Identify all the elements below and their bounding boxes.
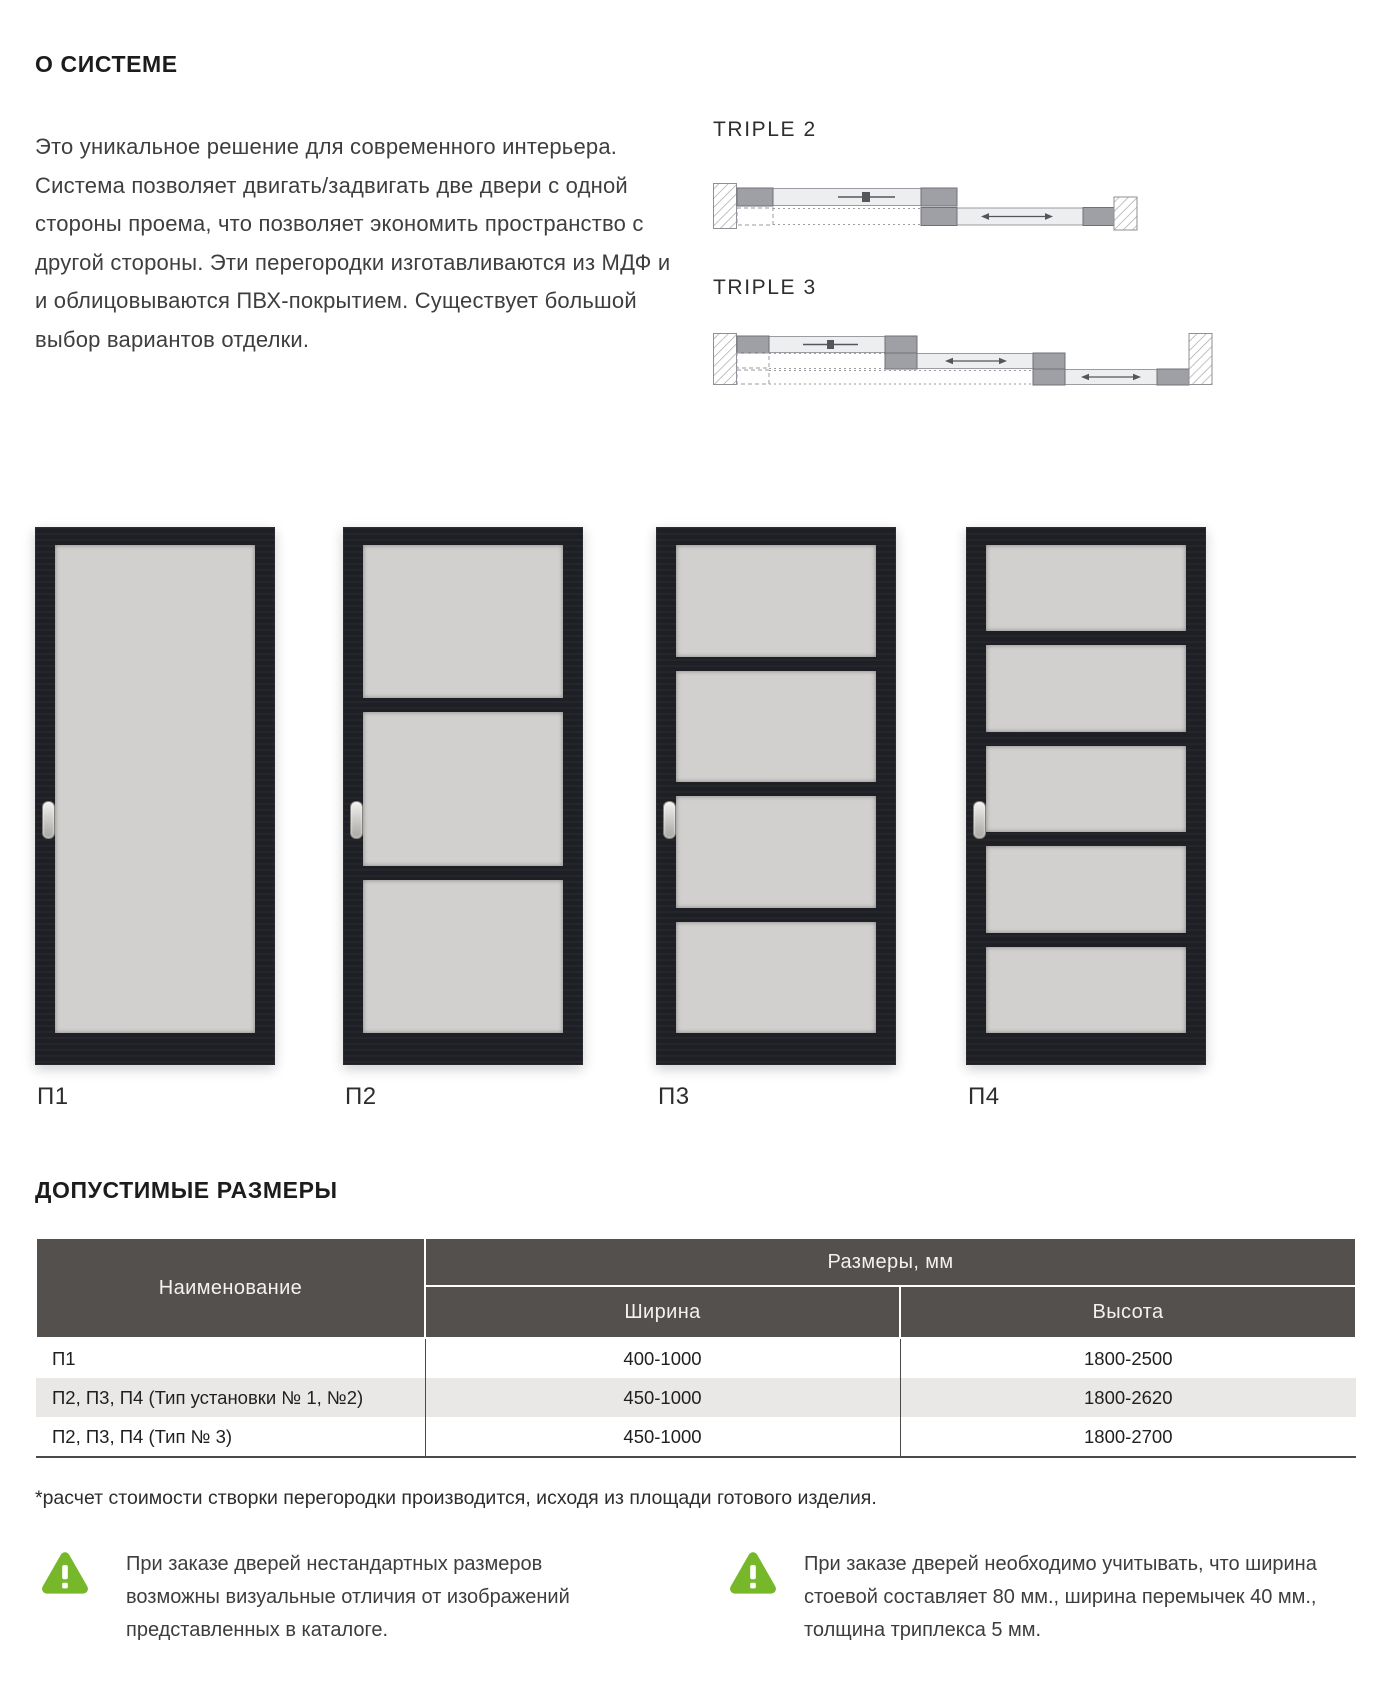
about-title: О СИСТЕМЕ (35, 51, 178, 78)
table-footnote: *расчет стоимости створки перегородки производится, исходя из площади готового изделия. (35, 1487, 877, 1509)
warning-icon (728, 1551, 778, 1597)
glass-pane (55, 545, 255, 1033)
table-row (36, 1417, 1356, 1457)
row-height: 1800-2500 (900, 1338, 1356, 1378)
row-width: 450-1000 (425, 1378, 900, 1417)
col-header-height: Высота (900, 1286, 1356, 1338)
glass-pane (986, 746, 1186, 832)
glass-pane (676, 796, 876, 908)
glass-pane (986, 947, 1186, 1033)
row-height: 1800-2620 (900, 1378, 1356, 1417)
glass-pane (363, 712, 563, 865)
col-header-sizes: Размеры, мм (425, 1238, 1356, 1286)
col-header-width: Ширина (425, 1286, 900, 1338)
warning-text: При заказе дверей нестандартных размеров возможны визуальные отличия от изображений представленных в каталоге. (126, 1553, 570, 1641)
glass-pane (986, 545, 1186, 631)
glass-pane (986, 846, 1186, 932)
door-handle-icon (42, 801, 55, 839)
door-p3 (656, 527, 896, 1065)
triple-3-label: TRIPLE 3 (713, 276, 817, 299)
row-name: П2, П3, П4 (Тип № 3) (36, 1417, 425, 1457)
door-p3-label: П3 (658, 1083, 690, 1110)
table-row (36, 1378, 1356, 1417)
row-width: 400-1000 (425, 1338, 900, 1378)
glass-pane (676, 545, 876, 657)
glass-pane (676, 922, 876, 1034)
warning-note (728, 1548, 1353, 1647)
door-p1 (35, 527, 275, 1065)
warning-text: При заказе дверей необходимо учитывать, что ширина стоевой составляет 80 мм., ширина перемычек 40 мм., толщина триплекса 5 мм. (804, 1553, 1317, 1641)
door-p1-glass (55, 545, 255, 1033)
glass-pane (363, 545, 563, 698)
triple-3-diagram (713, 330, 1213, 388)
glass-pane (676, 671, 876, 783)
row-height: 1800-2700 (900, 1417, 1356, 1457)
glass-pane (363, 880, 563, 1033)
about-paragraph: Это уникальное решение для современного интерьера. Система позволяет двигать/задвигать две двери с одной стороны проема, что позволяет экономить пространство с другой стороны. Эти перегородки изготавливаются из МДФ и и облицовываются ПВХ-покрытием. Существует большой выбор вариантов отделки. (35, 134, 671, 352)
door-p4-label: П4 (968, 1083, 1000, 1110)
sizes-title: ДОПУСТИМЫЕ РАЗМЕРЫ (35, 1177, 338, 1204)
sizes-table (35, 1237, 1357, 1458)
door-p4 (966, 527, 1206, 1065)
warning-note (40, 1548, 630, 1647)
door-p1-label: П1 (37, 1083, 69, 1110)
triple-2-diagram (713, 180, 1138, 232)
door-p2-label: П2 (345, 1083, 377, 1110)
door-handle-icon (973, 801, 986, 839)
warning-icon (40, 1551, 90, 1597)
row-name: П1 (52, 1347, 76, 1369)
door-p2-glass (363, 545, 563, 1033)
door-handle-icon (663, 801, 676, 839)
door-p4-glass (986, 545, 1186, 1033)
row-name: П2, П3, П4 (Тип установки № 1, №2) (36, 1378, 425, 1417)
door-p3-glass (676, 545, 876, 1033)
door-p2 (343, 527, 583, 1065)
triple-2-label: TRIPLE 2 (713, 118, 817, 141)
col-header-name: Наименование (36, 1238, 425, 1338)
table-row (36, 1338, 1356, 1378)
row-width: 450-1000 (425, 1417, 900, 1457)
glass-pane (986, 645, 1186, 731)
door-handle-icon (350, 801, 363, 839)
